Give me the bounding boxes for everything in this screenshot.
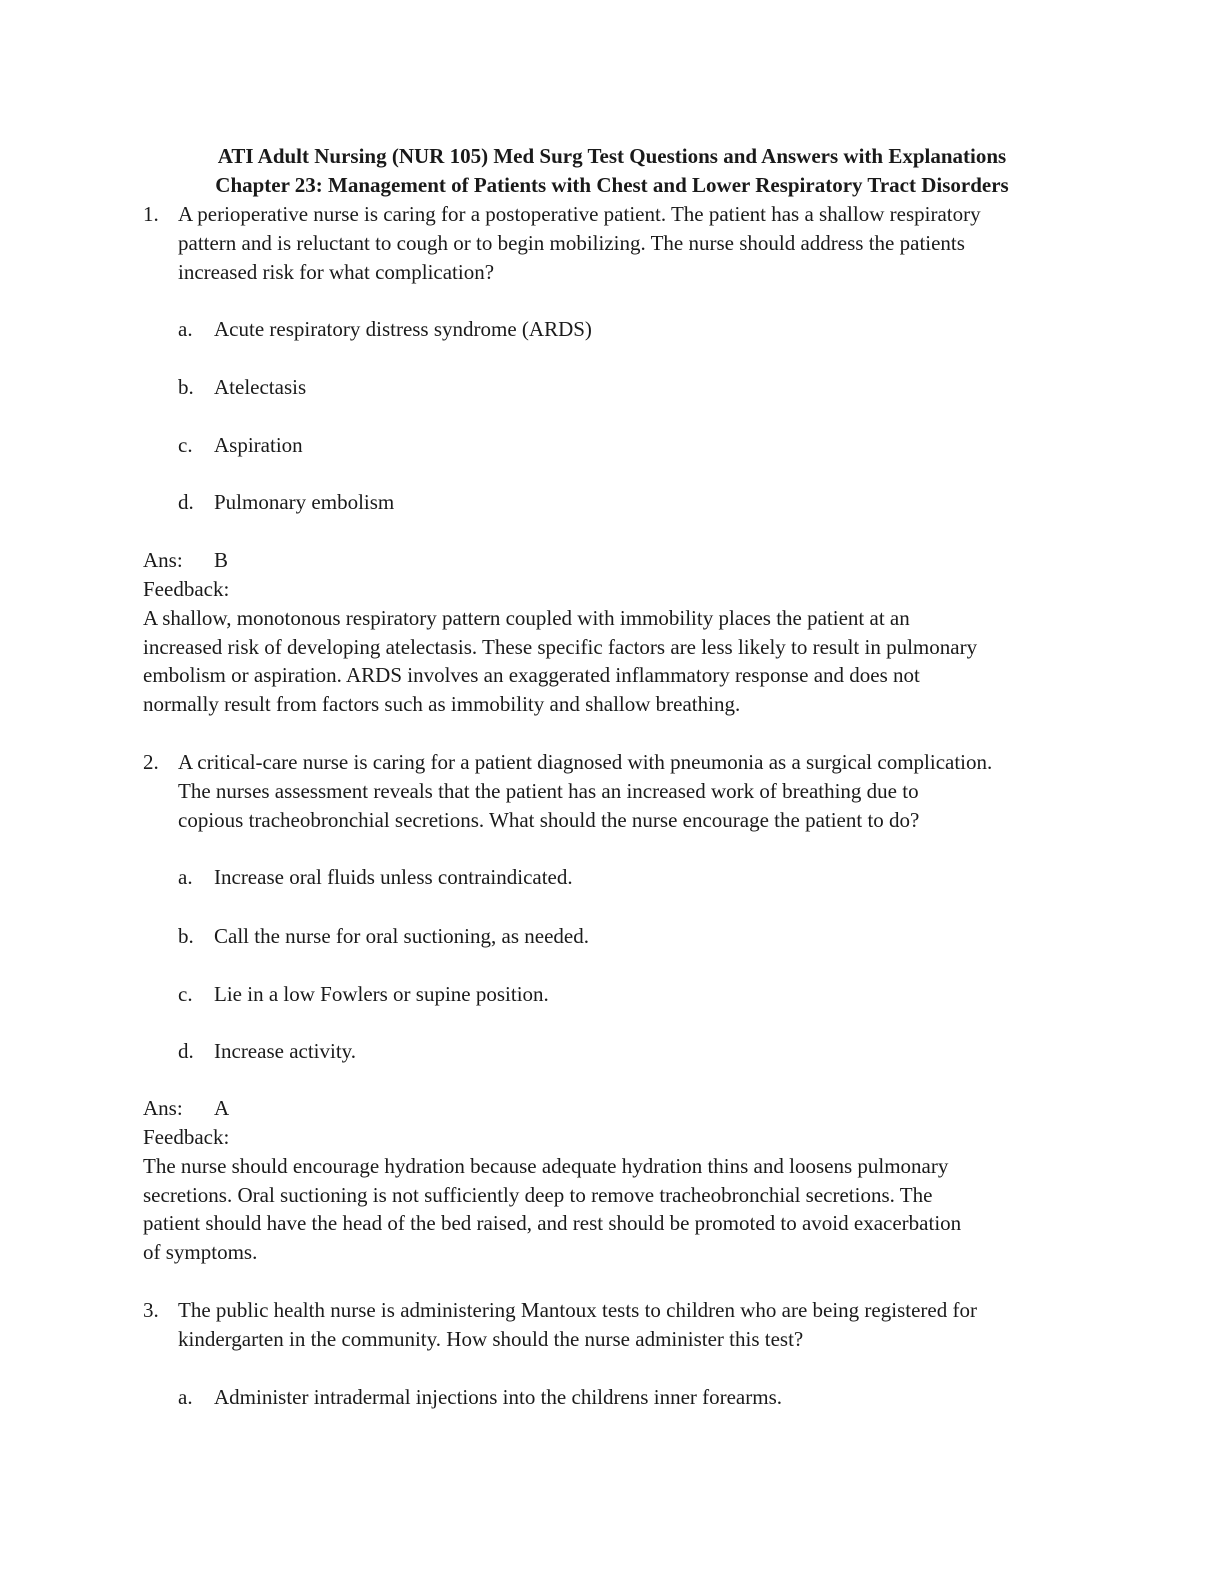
answer-value: B xyxy=(214,548,229,572)
answer-label: Ans: xyxy=(143,1096,183,1120)
question-stem-line: increased risk for what complication? xyxy=(178,260,495,284)
chapter-heading: Chapter 23: Management of Patients with Chest and Lower Respiratory Tract Disorders xyxy=(215,173,1009,197)
option-text: Pulmonary embolism xyxy=(214,490,395,514)
feedback-line: embolism or aspiration. ARDS involves an exaggerated inflammatory response and does not xyxy=(143,663,920,687)
feedback-label: Feedback: xyxy=(143,1125,230,1149)
answer-value: A xyxy=(214,1096,230,1120)
answer-label: Ans: xyxy=(143,548,183,572)
question-number: 2. xyxy=(143,750,159,774)
option-text: Administer intradermal injections into the childrens inner forearms. xyxy=(214,1385,783,1409)
question-stem-line: copious tracheobronchial secretions. What should the nurse encourage the patient to do? xyxy=(178,808,920,832)
option-text: Increase activity. xyxy=(214,1039,357,1063)
feedback-line: The nurse should encourage hydration because adequate hydration thins and loosens pulmonary xyxy=(143,1154,949,1178)
option-letter: c. xyxy=(178,982,193,1006)
option-letter: a. xyxy=(178,865,193,889)
question-stem-line: kindergarten in the community. How should the nurse administer this test? xyxy=(178,1327,804,1351)
option-text: Aspiration xyxy=(214,433,303,457)
document-title: ATI Adult Nursing (NUR 105) Med Surg Test Questions and Answers with Explanations xyxy=(217,144,1007,168)
feedback-line: secretions. Oral suctioning is not sufficiently deep to remove tracheobronchial secretions. The xyxy=(143,1183,933,1207)
option-text: Lie in a low Fowlers or supine position. xyxy=(214,982,549,1006)
option-letter: d. xyxy=(178,490,194,514)
question-stem-line: The public health nurse is administering Mantoux tests to children who are being registered for xyxy=(178,1298,977,1322)
option-letter: d. xyxy=(178,1039,194,1063)
question-stem-line: A critical-care nurse is caring for a patient diagnosed with pneumonia as a surgical complication. xyxy=(178,750,993,774)
option-letter: c. xyxy=(178,433,193,457)
feedback-line: A shallow, monotonous respiratory pattern coupled with immobility places the patient at an xyxy=(143,606,910,630)
option-letter: a. xyxy=(178,1385,193,1409)
feedback-line: patient should have the head of the bed raised, and rest should be promoted to avoid exacerbation xyxy=(143,1211,962,1235)
feedback-line: normally result from factors such as immobility and shallow breathing. xyxy=(143,692,741,716)
option-letter: a. xyxy=(178,317,193,341)
feedback-line: increased risk of developing atelectasis. These specific factors are less likely to result in pulmonary xyxy=(143,635,978,659)
feedback-label: Feedback: xyxy=(143,577,230,601)
option-text: Acute respiratory distress syndrome (ARDS) xyxy=(214,317,592,341)
option-letter: b. xyxy=(178,375,194,399)
question-stem-line: A perioperative nurse is caring for a postoperative patient. The patient has a shallow respiratory xyxy=(178,202,981,226)
feedback-line: of symptoms. xyxy=(143,1240,258,1264)
question-stem-line: The nurses assessment reveals that the patient has an increased work of breathing due to xyxy=(178,779,919,803)
option-text: Call the nurse for oral suctioning, as needed. xyxy=(214,924,589,948)
question-number: 1. xyxy=(143,202,159,226)
option-letter: b. xyxy=(178,924,194,948)
question-stem-line: pattern and is reluctant to cough or to begin mobilizing. The nurse should address the patients xyxy=(178,231,965,255)
option-text: Atelectasis xyxy=(214,375,307,399)
option-text: Increase oral fluids unless contraindicated. xyxy=(214,865,573,889)
question-number: 3. xyxy=(143,1298,159,1322)
